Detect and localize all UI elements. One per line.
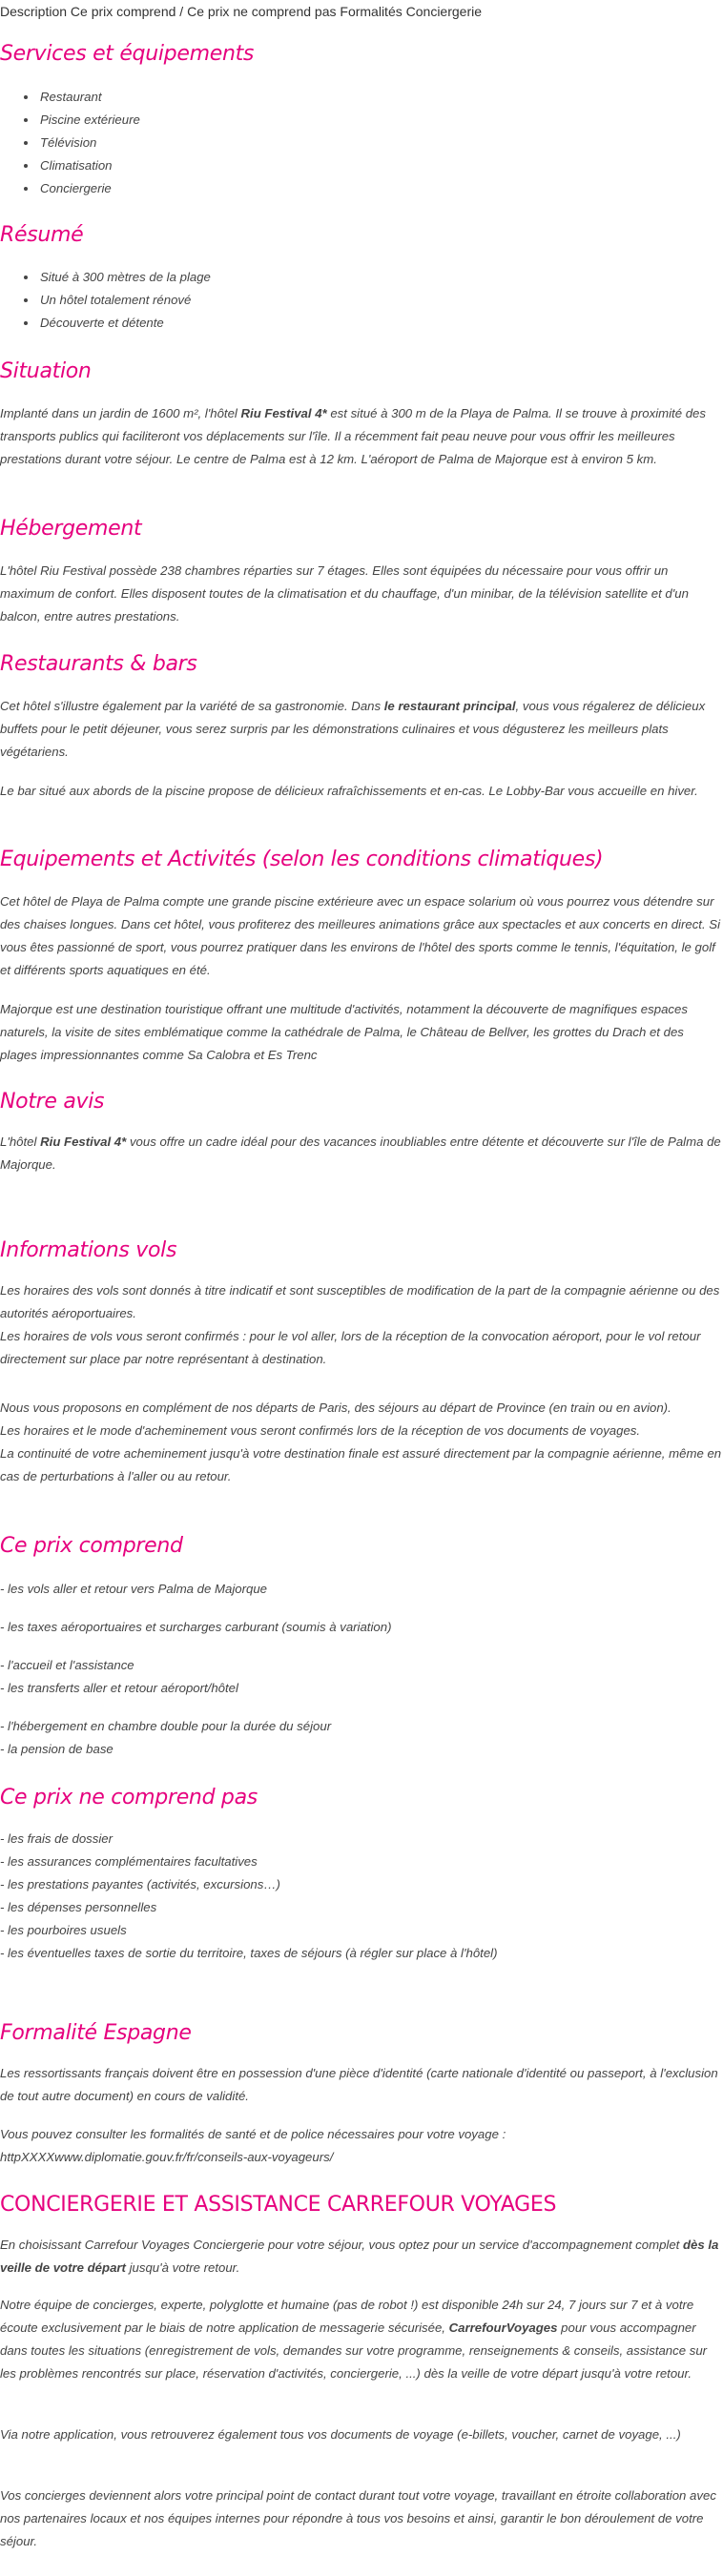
tab-conciergerie[interactable]: Conciergerie [405, 4, 483, 19]
formalite-text: Les ressortissants français doivent être en possession d'une pièce d'identité (carte nationale d'identité ou passeport, à l'exclusion de tout autre document) en cours de validité. [0, 2066, 718, 2103]
hotel-name: Riu Festival 4* [240, 406, 327, 420]
vols-line: Les horaires de vols vous seront confirmés : pour le vol aller, lors de la réception de la convocation aéroport, pour le vol retour directement sur place par notre représentant à destination. [0, 1329, 701, 1366]
tab-formalites[interactable]: Formalités [340, 4, 403, 19]
list-item: - les assurances complémentaires facultatives [0, 1854, 258, 1869]
list-item: • Restaurant [38, 86, 723, 109]
formalite-url[interactable]: httpXXXXwww.diplomatie.gouv.fr/fr/conseils-aux-voyageurs/ [0, 2150, 334, 2164]
comprend-line: - la pension de base [0, 1742, 114, 1756]
list-item: • Situé à 300 mètres de la plage [38, 266, 723, 289]
list-item: • Conciergerie [38, 177, 723, 200]
list-item: • Climatisation [38, 154, 723, 177]
situation-text: Implanté dans un jardin de 1600 m², l'hôtel Riu Festival 4* est situé à 300 m de la Playa de Palma. Il se trouve à proximité des transports publics qui faciliteront vos déplacements sur l'île. Il a récemment fait peau neuve pour vous offrir les meilleures prestations durant votre séjour. Le centre de Palma est à 12 km. L'aéroport de Palma de Majorque est à environ 5 km. [0, 406, 706, 466]
conciergerie-text-3: Via notre application, vous retrouverez également tous vos documents de voyage (e-billets, voucher, carnet de voyage, ...) [0, 2427, 681, 2442]
list-item: - les frais de dossier [0, 1831, 113, 1846]
comprend-group [0, 1715, 723, 1761]
vols-block-1 [0, 1279, 723, 1371]
restaurants-text: Cet hôtel s'illustre également par la variété de sa gastronomie. Dans le restaurant principal, vous vous régalerez de délicieux buffets pour le petit déjeuner, vous serez surpris par les démonstrations culinaires et vous dégusterez les meilleurs plats végétariens. [0, 699, 706, 759]
resume-list [0, 266, 723, 335]
situation-title: Situation [0, 359, 92, 383]
bar-text: Le bar situé aux abords de la piscine propose de délicieux rafraîchissements et en-cas. Le Lobby-Bar vous accueille en hiver. [0, 784, 698, 798]
services-list [0, 86, 723, 200]
list-item: - les dépenses personnelles [0, 1900, 157, 1914]
formalite-link-block [0, 2123, 723, 2169]
list-item: • Découverte et détente [38, 312, 723, 335]
ne-comprend-list [0, 1828, 723, 1965]
vols-title: Informations vols [0, 1238, 177, 1262]
list-item: - les pourboires usuels [0, 1923, 127, 1937]
services-title: Services et équipements [0, 42, 255, 66]
avis-text: L'hôtel Riu Festival 4* vous offre un cadre idéal pour des vacances inoubliables entre détente et découverte sur l'île de Palma de Majorque. [0, 1135, 721, 1172]
resume-title: Résumé [0, 223, 84, 247]
list-item: • Un hôtel totalement rénové [38, 289, 723, 312]
vols-line: Nous vous proposons en complément de nos départs de Paris, des séjours au départ de Province (en train ou en avion). [0, 1400, 671, 1415]
vols-line: Les horaires et le mode d'acheminement vous seront confirmés lors de la réception de vos documents de voyages. [0, 1423, 641, 1438]
equipements-text: Cet hôtel de Playa de Palma compte une grande piscine extérieure avec un espace solarium où vous pourrez vous détendre sur des chaises longues. Dans cet hôtel, vous profiterez des meilleures animations grâce aux spectacles et aux concerts en direct. Si vous êtes passionné de sport, vous pourrez pratiquer dans les environs de l'hôtel des sports comme le tennis, l'équitation, le golf et différents sports aquatiques en été. [0, 894, 721, 977]
vols-line: Les horaires des vols sont donnés à titre indicatif et sont susceptibles de modification de la part de la compagnie aérienne ou des autorités aéroportuaires. [0, 1283, 720, 1320]
conciergerie-title: CONCIERGERIE ET ASSISTANCE CARREFOUR VOYAGES [0, 2193, 557, 2217]
comprend-title: Ce prix comprend [0, 1534, 183, 1558]
list-item: - les prestations payantes (activités, excursions…) [0, 1877, 280, 1891]
comprend-line: - les transferts aller et retour aéroport/hôtel [0, 1681, 238, 1695]
tab-bar [0, 0, 723, 23]
ne-comprend-title: Ce prix ne comprend pas [0, 1786, 258, 1809]
restaurants-title: Restaurants & bars [0, 652, 197, 676]
formalite-line: Vous pouvez consulter les formalités de santé et de police nécessaires pour votre voyage : [0, 2127, 506, 2141]
tab-price[interactable]: Ce prix comprend / Ce prix ne comprend pas [70, 4, 337, 19]
hebergement-title: Hébergement [0, 517, 142, 541]
list-item: • Télévision [38, 132, 723, 154]
majorque-text: Majorque est une destination touristique offrant une multitude d'activités, notamment la découverte de magnifiques espaces naturels, la visite de sites emblématique comme la cathédrale de Palma, le Château de Bellver, les grottes du Drach et des plages impressionnantes comme Sa Calobra et Es Trenc [0, 1002, 688, 1062]
formalite-title: Formalité Espagne [0, 2021, 192, 2045]
vols-line: La continuité de votre acheminement jusqu'à votre destination finale est assuré directement par la compagnie aérienne, même en cas de perturbations à l'aller ou au retour. [0, 1446, 722, 1483]
hebergement-text: L'hôtel Riu Festival possède 238 chambres réparties sur 7 étages. Elles sont équipées du nécessaire pour vous offrir un maximum de confort. Elles disposent toutes de la climatisation et du chauffage, d'un minibar, de la télévision satellite et d'un balcon, entre autres prestations. [0, 563, 689, 624]
conciergerie-text-1: En choisissant Carrefour Voyages Conciergerie pour votre séjour, vous optez pour un service d'accompagnement complet dès la veille de votre départ jusqu'à votre retour. [0, 2238, 719, 2275]
list-item: • Piscine extérieure [38, 109, 723, 132]
list-item: - les éventuelles taxes de sortie du territoire, taxes de séjours (à régler sur place à l'hôtel) [0, 1946, 498, 1960]
comprend-line: - les taxes aéroportuaires et surcharges carburant (soumis à variation) [0, 1620, 392, 1634]
tab-description[interactable]: Description [0, 4, 68, 19]
comprend-line: - l'hébergement en chambre double pour la durée du séjour [0, 1719, 332, 1733]
comprend-line: - l'accueil et l'assistance [0, 1658, 134, 1672]
avis-title: Notre avis [0, 1090, 105, 1114]
equipements-title: Equipements et Activités (selon les conditions climatiques) [0, 848, 604, 871]
vols-block-2 [0, 1397, 723, 1488]
comprend-line: - les vols aller et retour vers Palma de Majorque [0, 1582, 267, 1596]
conciergerie-text-2: Notre équipe de concierges, experte, polyglotte et humaine (pas de robot !) est disponible 24h sur 24, 7 jours sur 7 et à votre écoute exclusivement par le biais de notre application de messagerie sécurisée, CarrefourVoyages pour vous accompagner dans toutes les situations (enregistrement de vols, demandes sur votre programme, renseignements & conseils, assistance sur les problèmes rencontrés sur place, réservation d'activités, conciergerie, ...) dès la veille de votre départ jusqu'à votre retour. [0, 2298, 708, 2381]
comprend-group [0, 1654, 723, 1700]
conciergerie-text-4: Vos concierges deviennent alors votre principal point de contact durant tout votre voyage, travaillant en étroite collaboration avec nos partenaires locaux et nos équipes internes pour répondre à tous vos besoins et ainsi, garantir le bon déroulement de votre séjour. [0, 2488, 716, 2548]
